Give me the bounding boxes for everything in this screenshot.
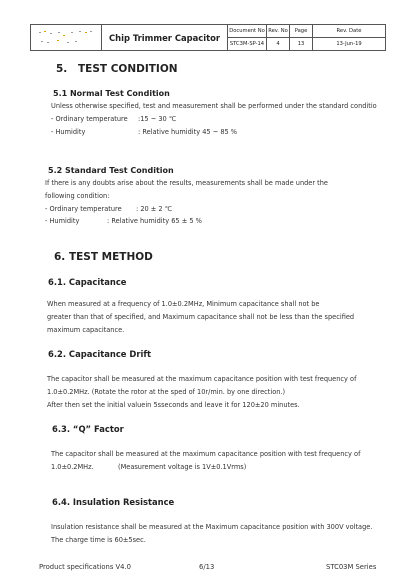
standard-humidity-value: : Relative humidity 65 ± 5 % bbox=[107, 217, 202, 225]
section-6-1-line-1: When measured at a frequency of 1.0±0.2MHz, Minimum capacitance shall not be bbox=[47, 300, 320, 308]
section-6-2-title: 6.2. Capacitance Drift bbox=[48, 349, 151, 359]
section-6-2-line-3: After then set the initial valuein 5sseconds and leave it for 120±20 minutes. bbox=[47, 401, 300, 409]
section-5-1-intro: Unless otherwise specified, test and measurement shall be performed under the standard conditio bbox=[51, 102, 377, 110]
normal-temp-value: :15 ~ 30 ℃ bbox=[138, 115, 177, 123]
section-6-2-line-1: The capacitor shall be measured at the maximum capacitance position with test frequency of bbox=[47, 375, 357, 383]
section-5-2-title: 5.2 Standard Test Condition bbox=[48, 166, 174, 175]
logo-cell bbox=[31, 25, 102, 51]
section-5-1-title: 5.1 Normal Test Condition bbox=[53, 89, 170, 98]
document-header bbox=[30, 24, 386, 51]
normal-temp-label: - Ordinary temperature bbox=[51, 115, 128, 123]
rev-date-header: Rev. Date bbox=[313, 25, 386, 38]
section-6-2-line-2: 1.0±0.2MHz. (Rotate the rotor at the sped of 10r/min. by one direction.) bbox=[47, 388, 286, 396]
doc-no-header: Document No bbox=[228, 25, 267, 38]
section-5-2-line-2: following condition: bbox=[45, 192, 110, 200]
normal-humidity-label: - Humidity bbox=[51, 128, 86, 136]
section-6-1-line-2: greater than that of specified, and Maximum capacitance shall not be less than the specified bbox=[47, 313, 355, 321]
footer-series: STC03M Series bbox=[326, 563, 377, 571]
section-5-2-line-1: If there is any doubts arise about the results, measurements shall be made under the bbox=[45, 179, 328, 187]
footer-page-number: 6/13 bbox=[199, 563, 215, 571]
section-6-4-line-1: Insulation resistance shall be measured at the Maximum capacitance position with 300V voltage. bbox=[51, 523, 373, 531]
section-6-1-title: 6.1. Capacitance bbox=[48, 277, 127, 287]
standard-temp-value: : 20 ± 2 ℃ bbox=[136, 205, 173, 213]
section-6-3-title: 6.3. “Q” Factor bbox=[52, 424, 124, 434]
doc-no-value: STC3M-SP-14 bbox=[228, 38, 267, 51]
section-6-4-title: 6.4. Insulation Resistance bbox=[52, 497, 175, 507]
section-6-4-line-2: The charge time is 60±5sec. bbox=[51, 536, 146, 544]
section-6-3-freq: 1.0±0.2MHz. bbox=[51, 463, 94, 471]
rev-no-value: 4 bbox=[267, 38, 290, 51]
standard-temp-label: - Ordinary temperature bbox=[45, 205, 122, 213]
rev-no-header: Rev. No bbox=[267, 25, 290, 38]
page-value: 13 bbox=[290, 38, 313, 51]
company-logo bbox=[33, 27, 99, 49]
normal-humidity-value: : Relative humidity 45 ~ 85 % bbox=[138, 128, 238, 136]
section-5-number: 5. bbox=[56, 63, 68, 75]
section-6-3-voltage: (Measurement voltage is 1V±0.1Vrms) bbox=[118, 463, 247, 471]
footer-product-spec: Product specifications V4.0 bbox=[39, 563, 131, 571]
section-6-title: 6. TEST METHOD bbox=[54, 251, 153, 263]
rev-date-value: 13-Jun-19 bbox=[313, 38, 386, 51]
section-5-title: TEST CONDITION bbox=[78, 63, 178, 75]
section-6-3-line-1: The capacitor shall be measured at the maximum capacitance position with test frequency of bbox=[51, 450, 361, 458]
document-title: Chip Trimmer Capacitor bbox=[102, 25, 228, 51]
section-6-1-line-3: maximum capacitance. bbox=[47, 326, 125, 334]
standard-humidity-label: - Humidity bbox=[45, 217, 80, 225]
page-header: Page bbox=[290, 25, 313, 38]
